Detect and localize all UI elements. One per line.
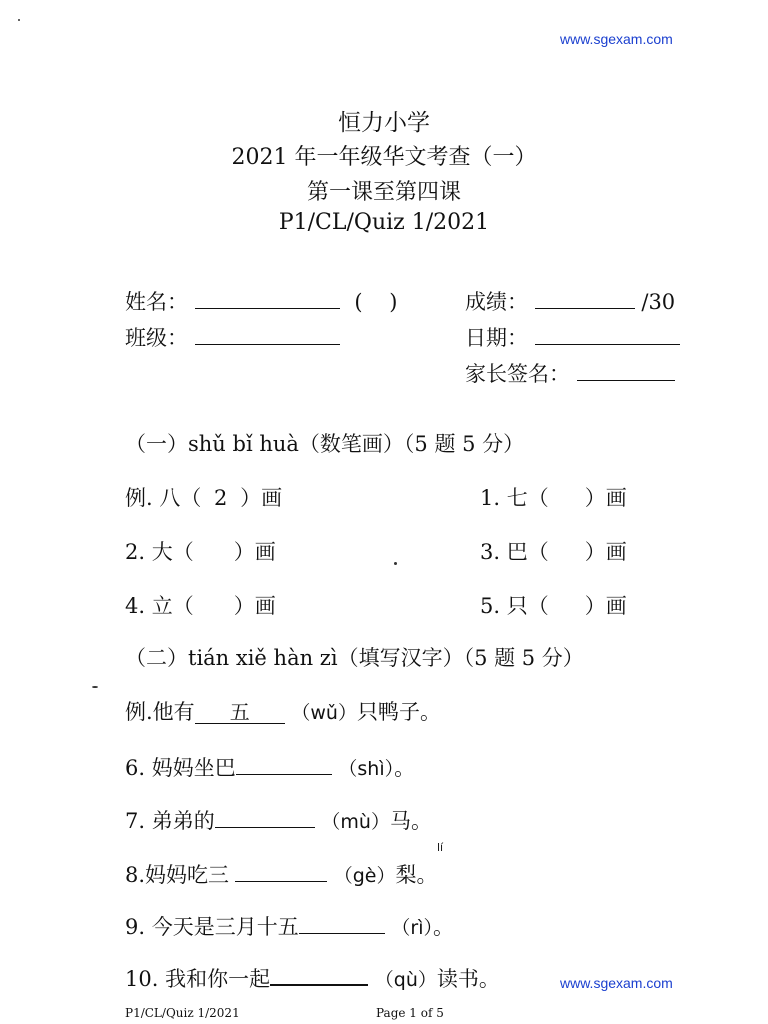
question-2 bbox=[125, 536, 276, 566]
question-8-prefix: 8.妈妈吃三 bbox=[125, 863, 230, 887]
section1-example bbox=[125, 482, 282, 512]
score-field bbox=[465, 286, 675, 316]
class-label: 班级： bbox=[125, 326, 188, 350]
question-8-suffix: 梨。 bbox=[395, 863, 438, 887]
watermark-bottom[interactable]: www.sgexam.com bbox=[560, 975, 673, 991]
example2-pinyin: （wǔ） bbox=[291, 702, 357, 724]
footer-page: Page 1 of 5 bbox=[376, 1006, 444, 1020]
date-line[interactable] bbox=[535, 343, 680, 345]
question-2-suffix: ）画 bbox=[233, 540, 276, 564]
score-label: 成绩： bbox=[465, 290, 528, 314]
question-4-suffix: ）画 bbox=[233, 594, 276, 618]
example-prefix: 例. 八（ bbox=[125, 486, 202, 510]
score-line[interactable] bbox=[535, 307, 635, 309]
example-answer: 2 bbox=[214, 486, 228, 510]
question-10-pinyin: （qù） bbox=[374, 969, 437, 991]
section1-heading: （一）shǔ bǐ huà（数笔画）（5 题 5 分） bbox=[125, 432, 525, 456]
scan-speck bbox=[92, 686, 98, 688]
question-6-prefix: 6. 妈妈坐巴 bbox=[125, 756, 236, 780]
question-5-prefix: 5. 只（ bbox=[480, 594, 549, 618]
name-label: 姓名： bbox=[125, 290, 188, 314]
parent-signature-field bbox=[465, 358, 675, 388]
question-7 bbox=[125, 805, 432, 835]
question-8-blank[interactable] bbox=[235, 863, 327, 882]
class-line[interactable] bbox=[195, 343, 340, 345]
date-label: 日期： bbox=[465, 326, 528, 350]
question-2-prefix: 2. 大（ bbox=[125, 540, 194, 564]
quiz-title: 2021 年一年级华文考查（一） bbox=[231, 145, 537, 170]
quiz-scope: 第一课至第四课 bbox=[306, 180, 461, 205]
school-name: 恒力小学 bbox=[338, 110, 430, 136]
question-6 bbox=[125, 752, 415, 782]
question-10 bbox=[125, 963, 500, 993]
question-3 bbox=[480, 536, 627, 566]
question-8 bbox=[125, 859, 438, 889]
question-7-blank[interactable] bbox=[215, 809, 315, 828]
question-9-prefix: 9. 今天是三月十五 bbox=[125, 915, 299, 939]
score-total: /30 bbox=[641, 290, 676, 314]
parent-signature-line[interactable] bbox=[577, 379, 675, 381]
question-9-blank[interactable] bbox=[299, 915, 385, 934]
question-5-suffix: ）画 bbox=[584, 594, 627, 618]
scan-speck bbox=[18, 19, 20, 21]
footer-code: P1/CL/Quiz 1/2021 bbox=[125, 1006, 240, 1020]
example2-suffix: 只鸭子。 bbox=[356, 700, 441, 724]
question-10-blank[interactable] bbox=[270, 966, 368, 986]
question-6-blank[interactable] bbox=[236, 756, 332, 775]
question-10-suffix: 读书。 bbox=[436, 967, 500, 991]
example2-answer: 五 bbox=[195, 701, 285, 724]
question-10-prefix: 10. 我和你一起 bbox=[125, 967, 271, 991]
question-9 bbox=[125, 911, 454, 941]
question-4-prefix: 4. 立（ bbox=[125, 594, 194, 618]
question-3-suffix: ）画 bbox=[584, 540, 627, 564]
question-6-pinyin: （shì） bbox=[338, 758, 395, 780]
example-suffix: ）画 bbox=[240, 486, 283, 510]
question-7-pinyin: （mù） bbox=[321, 811, 390, 833]
pinyin-annotation: lí bbox=[437, 841, 444, 854]
section2-example bbox=[125, 696, 441, 726]
example2-prefix: 例.他有 bbox=[125, 700, 195, 724]
question-9-suffix: 。 bbox=[433, 915, 454, 939]
question-1-suffix: ）画 bbox=[584, 486, 627, 510]
question-8-pinyin: （gè） bbox=[333, 865, 396, 887]
section2-heading: （二）tián xiě hàn zì（填写汉字）（5 题 5 分） bbox=[125, 646, 584, 670]
class-field bbox=[125, 322, 340, 352]
name-line[interactable] bbox=[195, 307, 340, 309]
index-brackets: ( ) bbox=[354, 290, 398, 314]
date-field bbox=[465, 322, 680, 352]
watermark-top[interactable]: www.sgexam.com bbox=[560, 31, 673, 47]
question-3-prefix: 3. 巴（ bbox=[480, 540, 549, 564]
question-4 bbox=[125, 590, 276, 620]
question-7-prefix: 7. 弟弟的 bbox=[125, 809, 215, 833]
scan-speck bbox=[394, 562, 397, 565]
question-7-suffix: 马。 bbox=[389, 809, 432, 833]
parent-signature-label: 家长签名： bbox=[465, 362, 570, 386]
question-1-prefix: 1. 七（ bbox=[480, 486, 549, 510]
question-5 bbox=[480, 590, 627, 620]
question-6-suffix: 。 bbox=[394, 756, 416, 780]
name-field bbox=[125, 286, 397, 316]
quiz-code: P1/CL/Quiz 1/2021 bbox=[278, 210, 490, 235]
question-1 bbox=[480, 482, 627, 512]
question-9-pinyin: （rì） bbox=[391, 917, 433, 939]
